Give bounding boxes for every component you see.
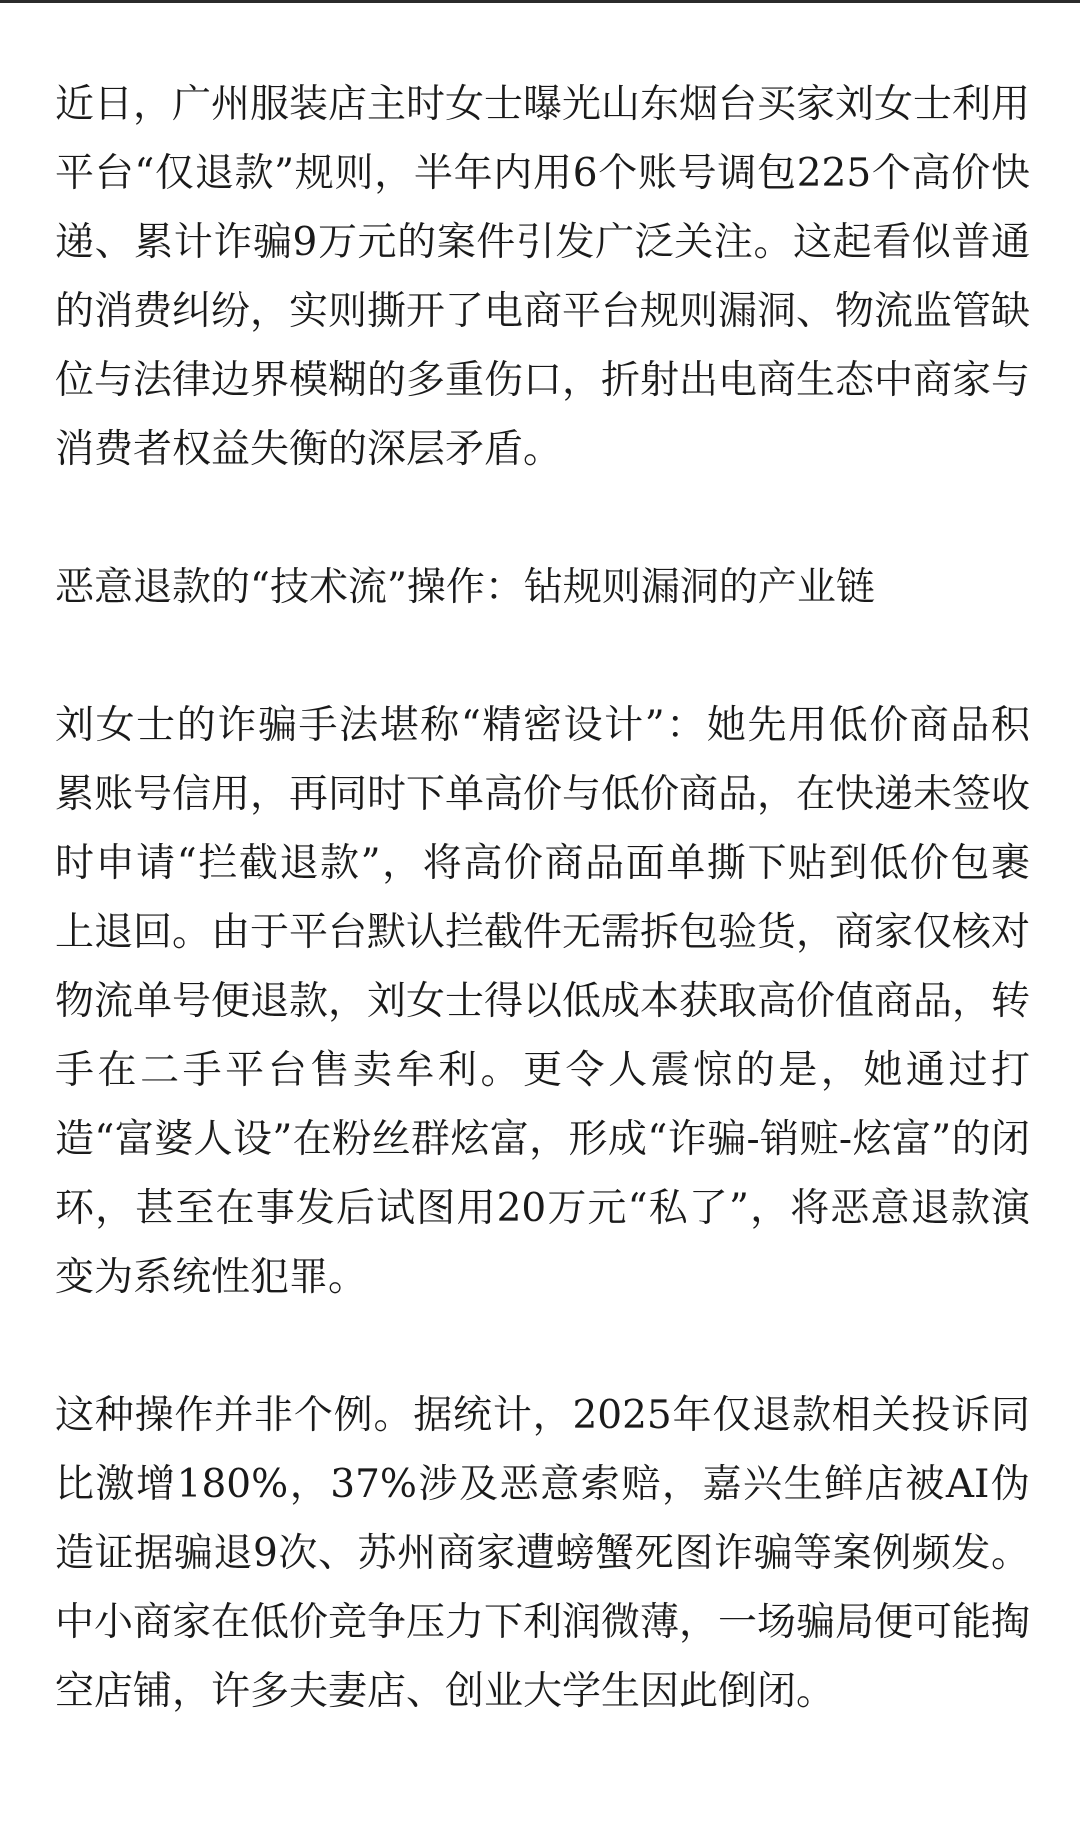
section-heading: 恶意退款的“技术流”操作：钻规则漏洞的产业链 [55,565,875,610]
top-divider [0,0,1080,3]
article-paragraph-method: 刘女士的诈骗手法堪称“精密设计”：她先用低价商品积累账号信用，再同时下单高价与低价商品，在快递未签收时申请“拦截退款”，将高价商品面单撕下贴到低价包裹上退回。由于平台默认拦截件无需拆包验货，商家仅核对物流单号便退款，刘女士得以低成本获取高价值商品，转手在二手平台售卖牟利。更令人震惊的是，她通过打造“富婆人设”在粉丝群炫富，形成“诈骗-销赃-炫富”的闭环，甚至在事发后试图用20万元“私了”，将恶意退款演变为系统性犯罪。 [55,703,1031,1300]
article-paragraph-intro: 近日，广州服装店主时女士曝光山东烟台买家刘女士利用平台“仅退款”规则，半年内用6个账号调包225个高价快递、累计诈骗9万元的案件引发广泛关注。这起看似普通的消费纠纷，实则撕开了电商平台规则漏洞、物流监管缺位与法律边界模糊的多重伤口，折射出电商生态中商家与消费者权益失衡的深层矛盾。 [55,82,1031,472]
article-paragraph-statistics: 这种操作并非个例。据统计，2025年仅退款相关投诉同比激增180%，37%涉及恶意索赔，嘉兴生鲜店被AI伪造证据骗退9次、苏州商家遭螃蟹死图诈骗等案例频发。中小商家在低价竞争压力下利润微薄，一场骗局便可能掏空店铺，许多夫妻店、创业大学生因此倒闭。 [55,1393,1031,1714]
article-body [55,70,1030,1726]
